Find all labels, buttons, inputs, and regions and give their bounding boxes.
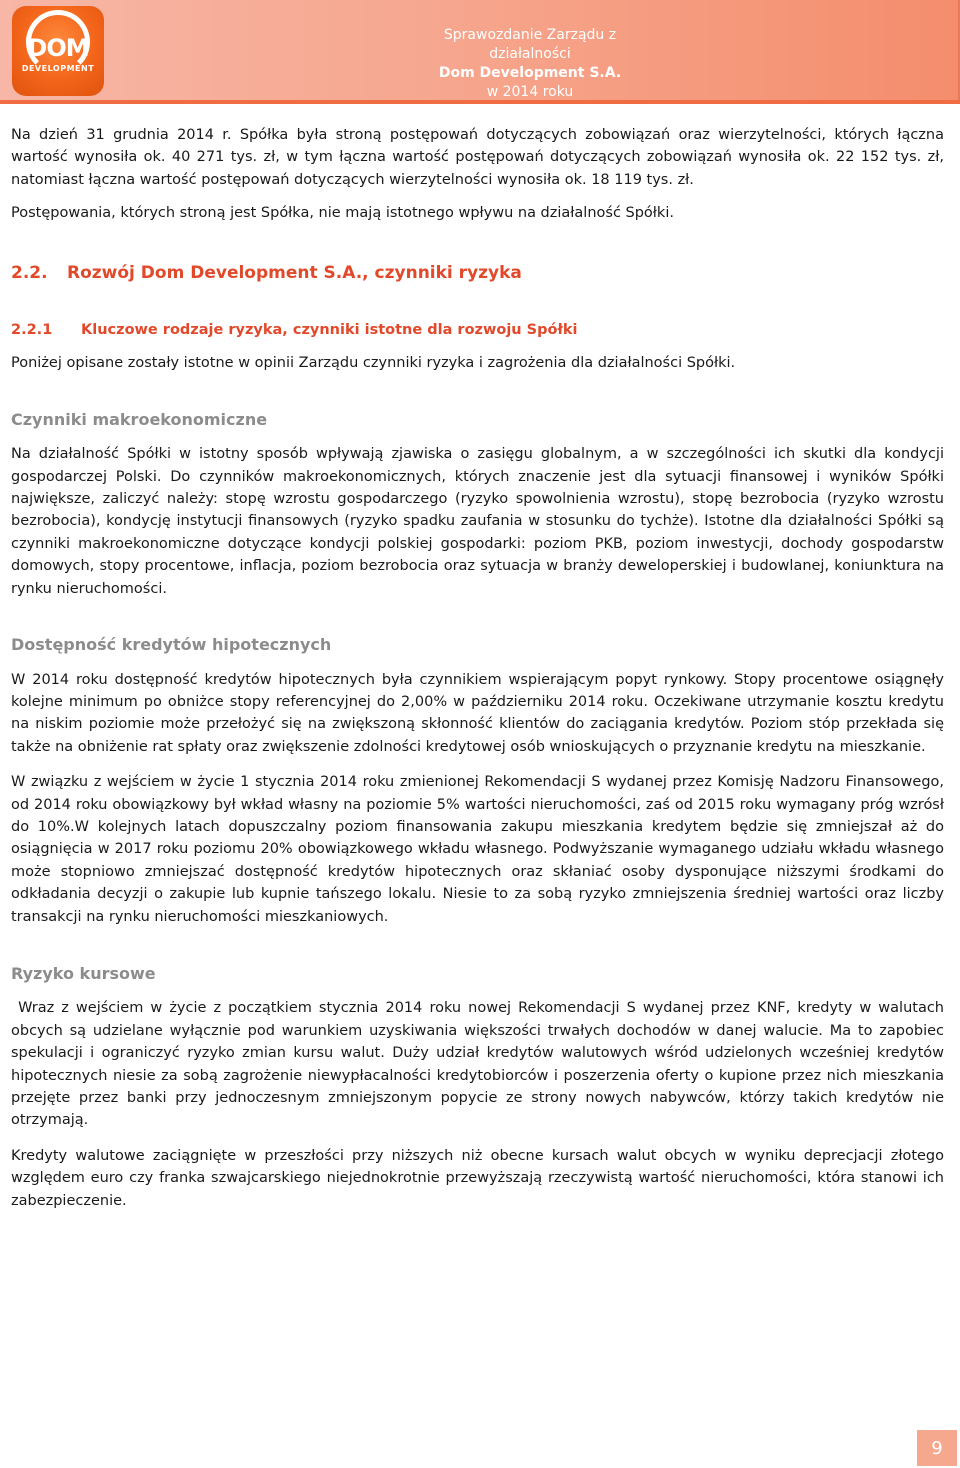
company-name: Dom Development S.A. <box>438 65 622 81</box>
header-divider <box>0 100 960 104</box>
page-number: 9 <box>917 1430 957 1466</box>
subsection-number: 2.2.1 <box>11 322 53 339</box>
body-paragraph: Na dzień 31 grudnia 2014 r. Spółka była stroną postępowań dotyczących zobowiązań oraz wierzytelności, których łączna wartość wynosiła ok. 40 271 tys. zł, w tym łączna wartość postępowań dotyczących zobowiązań wynosiła ok. 22 152 tys. zł, natomiast łączna wartość postępowań dotyczących wierzytelności wynosiła ok. 18 119 tys. zł. <box>11 127 944 188</box>
body-paragraph: Wraz z wejściem w życie z początkiem stycznia 2014 roku nowej Rekomendacji S wydanej przez KNF, kredyty w walutach obcych są udzielane wyłącznie pod warunkiem uzyskiwania większości trwałych dochodów w danej walucie. Ma to zapobiec spekulacji i ograniczyć ryzyko zmian kursu walut. Duży udział kredytów walutowych wśród udzielonych wcześniej kredytów hipotecznych niesie za sobą zagrożenie niewypłacalności kredytobiorców i poszerzenia oferty o kupione przez nich mieszkania przejęte przez banki przy jednoczesnym zmniejszonym popycie ze strony nowych nabywców, którzy takich kredytów nie otrzymają. <box>11 1000 949 1129</box>
subsection-title: Kluczowe rodzaje ryzyka, czynniki istotne dla rozwoju Spółki <box>81 322 578 339</box>
page-header <box>0 0 960 100</box>
topic-heading: Czynniki makroekonomiczne <box>11 409 268 429</box>
section-title: Rozwój Dom Development S.A., czynniki ryzyka <box>67 262 522 283</box>
body-paragraph: W związku z wejściem w życie 1 stycznia 2014 roku zmienionej Rekomendacji S wydanej przez Komisję Nadzoru Finansowego, od 2014 roku obowiązkowy był wkład własny na poziomie 5% wartości nieruchomości, zaś od 2015 roku wymagany próg wzrósł do 10%.W kolejnych latach dopuszczalny poziom finansowania zakupu mieszkania kredytem będzie się zmniejszał aż do osiągnięcia w 2017 roku poziomu 20% obowiązkowego wkładu własnego. Podwyższanie wymaganego udziału wkładu własnego może stopniowo zmniejszać dostępność kredytów hipotecznych oraz skłaniać osoby dysponujące niższymi środkami do odkładania decyzji o zakupie lub kupnie tańszego lokalu. Niesie to za sobą ryzyko zmniejszenia średniej wartości oraz liczby transakcji na rynku nieruchomości mieszkaniowych. <box>11 774 944 925</box>
section-number: 2.2. <box>11 262 48 283</box>
body-paragraph: Postępowania, których stroną jest Spółka, nie mają istotnego wpływu na działalność Spółki. <box>11 205 674 222</box>
document-body <box>11 124 949 1212</box>
section-heading <box>11 262 944 284</box>
body-paragraph: Kredyty walutowe zaciągnięte w przeszłości przy niższych niż obecne kursach walut obcych w wyniku deprecjacji złotego względem euro czy franka szwajcarskiego niejednokrotnie przewyższają rzeczywistą wartość nieruchomości, która stanowi ich zabezpieczenie. <box>11 1147 944 1209</box>
body-paragraph: W 2014 roku dostępność kredytów hipotecznych była czynnikiem wspierającym popyt rynkowy. Stopy procentowe osiągnęły kolejne minimum po obniżce stopy referencyjnej do 2,00% w październiku 2014 roku. Oczekiwane utrzymanie kosztu kredytu na niskim poziomie może przełożyć się na zwiększoną skłonność klientów do zaciągania kredytów. Poziom stóp przekłada się także na obniżenie rat spłaty oraz zwiększenie zdolności kredytowej osób wnioskujących o przyznanie kredytu na mieszkanie. <box>11 671 944 755</box>
header-titles <box>420 26 640 102</box>
topic-heading: Dostępność kredytów hipotecznych <box>11 635 332 655</box>
company-logo <box>12 6 104 96</box>
report-title: Sprawozdanie Zarządu z działalności <box>443 27 617 62</box>
body-paragraph: Na działalność Spółki w istotny sposób wpływają zjawiska o zasięgu globalnym, a w szczególności ich skutki dla kondycji gospodarczej Polski. Do czynników makroekonomicznych, których znaczenie jest dla sytuacji finansowej i wyników Spółki największe, zaliczyć należy: stopę wzrostu gospodarczego (ryzyko spowolnienia wzrostu), stopę bezrobocia (ryzyko wzrostu bezrobocia), kondycję instytucji finansowych (ryzyko spadku zaufania w stosunku do tychże). Istotne dla działalności Spółki są czynniki makroekonomiczne dotyczące kondycji polskiej gospodarki: poziom PKB, poziom inwestycji, dochody gospodarstw domowych, stopy procentowe, inflacja, poziom bezrobocia oraz sytuacja w branży deweloperskiej i budowlanej, koniunktura na rynku nieruchomości. <box>11 446 944 597</box>
subsection-intro: Poniżej opisane zostały istotne w opinii Zarządu czynniki ryzyka i zagrożenia dla działalności Spółki. <box>11 355 736 372</box>
logo-subtitle: DEVELOPMENT <box>21 64 95 73</box>
subsection-heading <box>11 319 944 341</box>
topic-heading: Ryzyko kursowe <box>11 963 156 983</box>
logo-wordmark: DOM <box>27 34 89 62</box>
report-year: w 2014 roku <box>486 84 574 100</box>
